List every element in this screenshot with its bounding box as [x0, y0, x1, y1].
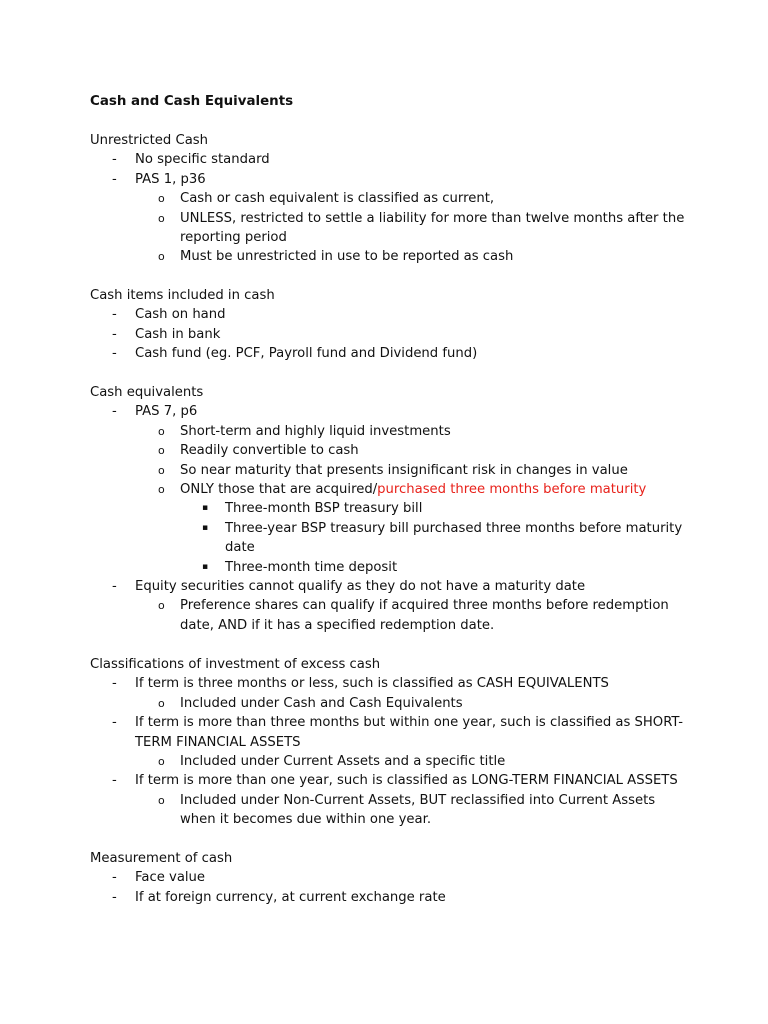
- section-heading: Cash equivalents: [90, 385, 204, 400]
- list-item-text: Cash in bank: [135, 326, 221, 342]
- list-item-text: Face value: [135, 870, 206, 886]
- dash-bullet: -: [112, 404, 117, 420]
- list-item: [90, 771, 690, 790]
- section-cash-items: [90, 286, 690, 364]
- circle-bullet: o: [158, 250, 165, 264]
- circle-bullet: o: [158, 192, 165, 206]
- list-item-text: Cash fund (eg. PCF, Payroll fund and Dividend fund): [135, 346, 478, 362]
- list-item-text: If at foreign currency, at current exchange rate: [135, 889, 446, 905]
- list-item-text: Preference shares can qualify if acquired three months before redemption date, AND if it has a specified redemption date.: [180, 598, 669, 633]
- dash-bullet: -: [112, 715, 117, 731]
- sub-list-item: [90, 422, 690, 441]
- sub-list-item: [90, 596, 690, 635]
- section-heading: Cash items included in cash: [90, 288, 275, 303]
- list-item-text: If term is more than one year, such is classified as LONG-TERM FINANCIAL ASSETS: [135, 773, 678, 789]
- list-item-text: So near maturity that presents insignificant risk in changes in value: [180, 462, 628, 478]
- section-cash-equivalents: [90, 383, 690, 635]
- list-item: [90, 888, 690, 907]
- sub-list-item: [90, 480, 690, 499]
- dash-bullet: -: [112, 171, 117, 187]
- sub-list-item: [90, 209, 690, 248]
- circle-bullet: o: [158, 696, 165, 710]
- dash-bullet: -: [112, 773, 117, 789]
- list-item: [90, 325, 690, 344]
- circle-bullet: o: [158, 599, 165, 613]
- list-item-text: If term is more than three months but within one year, such is classified as SHORT-TERM FINANCIAL ASSETS: [135, 715, 683, 750]
- list-item: [90, 402, 690, 421]
- circle-bullet: o: [158, 755, 165, 769]
- list-item-text: ONLY those that are acquired/: [180, 482, 378, 498]
- highlighted-text: purchased three months before maturity: [377, 482, 647, 498]
- circle-bullet: o: [158, 444, 165, 458]
- section-heading: Classifications of investment of excess cash: [90, 657, 381, 672]
- list-item-text: PAS 1, p36: [135, 171, 206, 187]
- section-unrestricted-cash: [90, 131, 690, 267]
- list-item-text: Included under Cash and Cash Equivalents: [180, 695, 463, 711]
- list-item-text: Short-term and highly liquid investments: [180, 423, 451, 439]
- dash-bullet: -: [112, 307, 117, 323]
- list-item-text: PAS 7, p6: [135, 404, 198, 420]
- list-item-text: Must be unrestricted in use to be reported as cash: [180, 249, 514, 265]
- list-item: [90, 170, 690, 189]
- section-classifications: [90, 655, 690, 830]
- dash-bullet: -: [112, 870, 117, 886]
- square-bullet: ▪: [202, 561, 209, 572]
- section-measurement: [90, 849, 690, 907]
- list-item: [90, 305, 690, 324]
- list-item-text: No specific standard: [135, 152, 270, 168]
- list-item-text: Three-year BSP treasury bill purchased three months before maturity date: [225, 520, 683, 556]
- list-item-text: Readily convertible to cash: [180, 443, 359, 459]
- dash-bullet: -: [112, 889, 117, 905]
- list-item-text: Included under Current Assets and a specific title: [180, 754, 506, 770]
- document-title: Cash and Cash Equivalents: [90, 94, 294, 109]
- list-item-text: Cash or cash equivalent is classified as current,: [180, 191, 495, 207]
- sub-list-item: [90, 791, 690, 830]
- sub-list-item: [90, 441, 690, 460]
- sub-list-item: [90, 247, 690, 266]
- sub-list-item: [90, 461, 690, 480]
- sub-list-item: [90, 752, 690, 771]
- list-item-text: Included under Non-Current Assets, BUT reclassified into Current Assets when it becomes due within one year.: [180, 792, 656, 828]
- list-item: [90, 577, 690, 596]
- circle-bullet: o: [158, 211, 165, 225]
- circle-bullet: o: [158, 483, 165, 497]
- dash-bullet: -: [112, 152, 117, 168]
- list-item: [90, 674, 690, 693]
- list-item-text: Cash on hand: [135, 307, 226, 323]
- section-heading: Measurement of cash: [90, 851, 233, 866]
- list-item: [90, 150, 690, 169]
- sub-list-item: [90, 189, 690, 208]
- list-item-text: Equity securities cannot qualify as they do not have a maturity date: [135, 579, 586, 595]
- sub-list-item: [90, 694, 690, 713]
- sub-sub-list-item: [90, 558, 690, 577]
- circle-bullet: o: [158, 424, 165, 438]
- list-item-text: Three-month BSP treasury bill: [225, 501, 423, 517]
- circle-bullet: o: [158, 793, 165, 807]
- list-item-text: Three-month time deposit: [225, 559, 398, 575]
- circle-bullet: o: [158, 463, 165, 477]
- dash-bullet: -: [112, 579, 117, 595]
- list-item-text: UNLESS, restricted to settle a liability for more than twelve months after the reporting period: [180, 210, 685, 246]
- list-item: [90, 868, 690, 887]
- sub-sub-list-item: [90, 499, 690, 518]
- dash-bullet: -: [112, 326, 117, 342]
- list-item: [90, 344, 690, 363]
- list-item-text: If term is three months or less, such is classified as CASH EQUIVALENTS: [135, 676, 609, 692]
- section-heading: Unrestricted Cash: [90, 133, 208, 148]
- dash-bullet: -: [112, 676, 117, 692]
- dash-bullet: -: [112, 346, 117, 362]
- square-bullet: ▪: [202, 522, 209, 533]
- square-bullet: ▪: [202, 503, 209, 514]
- sub-sub-list-item: [90, 519, 690, 558]
- list-item: [90, 713, 690, 752]
